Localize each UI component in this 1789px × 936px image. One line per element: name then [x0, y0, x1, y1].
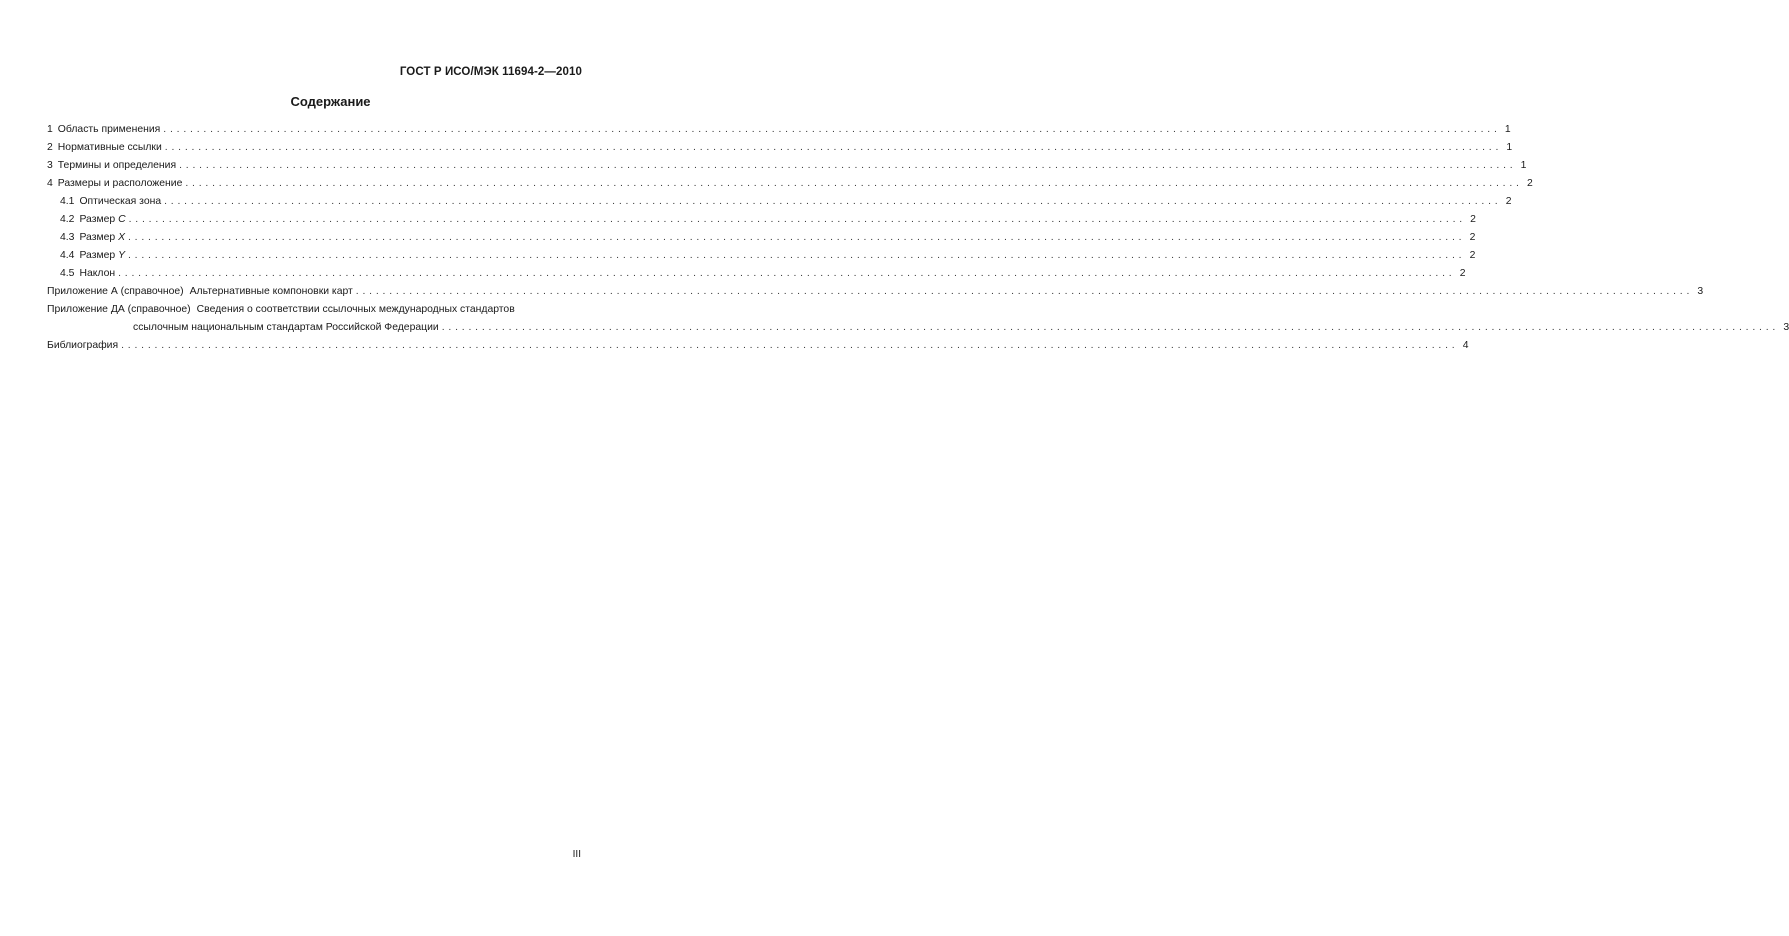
toc-entry-4-5[interactable] — [47, 265, 1466, 283]
toc-entry-2[interactable] — [47, 139, 1513, 157]
toc-entry-title-text: Размер — [79, 250, 116, 261]
toc-entry-page: 2 — [1469, 232, 1476, 243]
toc-entry-page: 2 — [1470, 214, 1476, 225]
toc-entry-number: 4.3 — [60, 232, 75, 243]
toc-entry-appendix-da[interactable] — [47, 301, 583, 319]
toc-entry-title — [79, 247, 125, 265]
toc-entry-number: 1 — [47, 124, 53, 135]
toc-entry-number: 4.5 — [60, 268, 75, 279]
toc-entry-title: Наклон — [79, 268, 116, 279]
toc-entry-number: 4.2 — [60, 214, 75, 225]
toc-entry-4[interactable] — [47, 175, 1533, 193]
toc-entry-page: 2 — [1505, 196, 1512, 207]
toc-entry-page: 3 — [1697, 286, 1704, 297]
toc-entry-page: 2 — [1459, 268, 1466, 279]
toc-entry-title: Альтернативные компоновки карт — [189, 286, 353, 297]
toc-entry-title: Нормативные ссылки — [57, 142, 162, 153]
toc-entry-continuation: ссылочным национальным стандартам Российской Федерации — [133, 322, 439, 333]
toc-leader: ........................................................................................................................................................................................................ — [164, 142, 1503, 153]
toc-entry-title: Область применения — [57, 124, 161, 135]
toc-entry-bibliography[interactable] — [47, 337, 1469, 355]
toc-entry-4-3[interactable] — [47, 229, 1476, 247]
toc-entry-title-text: Размер — [79, 214, 116, 225]
toc-entry-prefix: Приложение А (справочное) — [47, 286, 184, 297]
toc-entry-4-4[interactable] — [47, 247, 1476, 265]
toc-entry-3[interactable] — [47, 157, 1527, 175]
toc-leader: ........................................................................................................................................................................................................ — [163, 124, 1501, 135]
toc-leader: ........................................................................................................................................................................................................ — [441, 322, 1780, 333]
toc-entry-variable: C — [118, 214, 126, 225]
toc-leader: ........................................................................................................................................................................................................ — [128, 232, 1466, 243]
toc-entry-appendix-da-continuation[interactable] — [47, 319, 1789, 337]
toc-entry-page: 2 — [1469, 250, 1476, 261]
toc-leader: ........................................................................................................................................................................................................ — [164, 196, 1502, 207]
toc-leader: ........................................................................................................................................................................................................ — [121, 340, 1459, 351]
toc-entry-title: Оптическая зона — [79, 196, 162, 207]
toc-leader: ........................................................................................................................................................................................................ — [128, 250, 1466, 261]
toc-entry-appendix-a[interactable] — [47, 283, 1704, 301]
toc-entry-title: Библиография — [47, 340, 119, 351]
toc-entry-title: Термины и определения — [57, 160, 177, 171]
toc-entry-variable: X — [118, 232, 125, 243]
toc-leader: ........................................................................................................................................................................................................ — [355, 286, 1694, 297]
toc-entry-number: 3 — [47, 160, 53, 171]
toc-entry-title: Размеры и расположение — [57, 178, 183, 189]
toc-entry-1[interactable] — [47, 121, 1511, 139]
toc-entry-4-1[interactable] — [47, 193, 1512, 211]
page-number: III — [572, 849, 581, 860]
toc-entry-variable: Y — [118, 250, 125, 261]
toc-leader: ........................................................................................................................................................................................................ — [128, 214, 1466, 225]
toc-entry-number: 4 — [47, 178, 53, 189]
toc-entry-title — [79, 211, 125, 229]
toc-entry-page: 2 — [1526, 178, 1533, 189]
toc-entry-title-text: Размер — [79, 232, 116, 243]
toc-leader: ........................................................................................................................................................................................................ — [118, 268, 1456, 279]
toc-entry-page: 1 — [1520, 160, 1527, 171]
toc-entry-4-2[interactable] — [47, 211, 1476, 229]
toc-entry-page: 3 — [1783, 322, 1789, 333]
document-code: ГОСТ Р ИСО/МЭК 11694-2—2010 — [399, 66, 582, 78]
table-of-contents — [47, 121, 1789, 355]
toc-entry-number: 4.4 — [60, 250, 75, 261]
toc-entry-page: 4 — [1462, 340, 1469, 351]
toc-entry-prefix: Приложение ДА (справочное) — [47, 304, 191, 315]
toc-leader: ........................................................................................................................................................................................................ — [185, 178, 1523, 189]
toc-entry-page: 1 — [1506, 142, 1513, 153]
toc-entry-title — [79, 229, 125, 247]
toc-entry-number: 4.1 — [60, 196, 75, 207]
toc-entry-page: 1 — [1504, 124, 1511, 135]
toc-entry-number: 2 — [47, 142, 53, 153]
toc-title: Содержание — [290, 94, 371, 109]
toc-leader: ........................................................................................................................................................................................................ — [179, 160, 1517, 171]
toc-entry-title: Сведения о соответствии ссылочных международных стандартов — [196, 304, 515, 315]
